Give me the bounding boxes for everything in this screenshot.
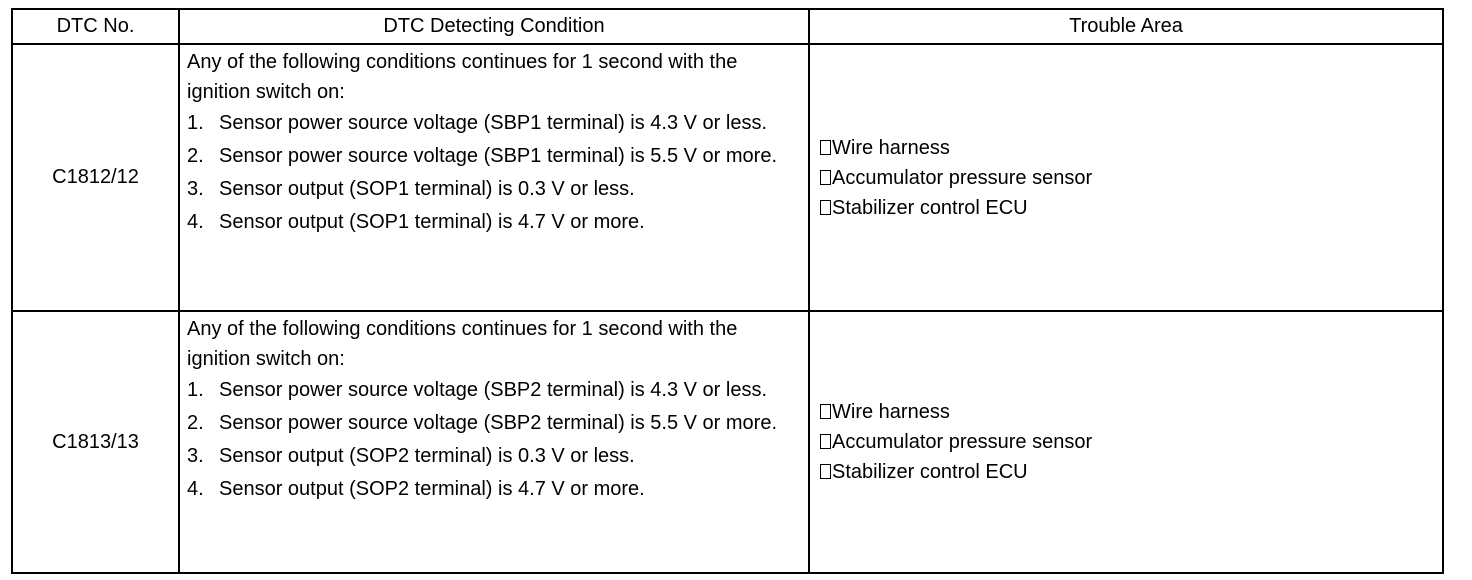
condition-number: 1. <box>187 379 204 401</box>
condition-text: Sensor output (SOP2 terminal) is 0.3 V or less. <box>219 445 635 467</box>
trouble-area-text: Accumulator pressure sensor <box>832 166 1093 189</box>
condition-number: 4. <box>187 211 204 233</box>
trouble-area-item <box>820 397 1442 427</box>
condition-item <box>187 173 800 206</box>
header-trouble-area: Trouble Area <box>809 9 1443 44</box>
dtc-table <box>11 8 1444 574</box>
header-detecting-condition: DTC Detecting Condition <box>179 9 809 44</box>
condition-list <box>187 374 800 506</box>
trouble-area-text: Wire harness <box>832 401 950 423</box>
condition-item <box>187 107 800 140</box>
condition-number: 3. <box>187 178 204 200</box>
trouble-area-text: Accumulator pressure sensor <box>832 431 1093 453</box>
trouble-area-text: Stabilizer control ECU <box>832 461 1028 483</box>
condition-cell <box>179 44 809 311</box>
condition-cell <box>179 311 809 573</box>
trouble-area-list <box>820 133 1442 223</box>
condition-text: Sensor power source voltage (SBP2 terminal) is 5.5 V or more. <box>219 412 778 434</box>
header-dtc-no: DTC No. <box>12 9 179 44</box>
trouble-area-cell <box>809 311 1443 573</box>
condition-text: Sensor output (SOP1 terminal) is 4.7 V or more. <box>219 211 645 233</box>
condition-number: 3. <box>187 445 204 467</box>
dtc-code: C1812/12 <box>12 44 179 311</box>
checkbox-square-icon <box>820 434 831 449</box>
trouble-area-item <box>820 457 1442 487</box>
condition-number: 2. <box>187 412 204 434</box>
trouble-area-item <box>820 163 1442 193</box>
checkbox-square-icon <box>820 464 831 479</box>
table-row <box>12 44 1443 311</box>
condition-text: Sensor output (SOP1 terminal) is 0.3 V or less. <box>219 178 635 200</box>
trouble-area-cell <box>809 44 1443 311</box>
trouble-area-item <box>820 193 1442 223</box>
dtc-code: C1813/13 <box>12 311 179 573</box>
condition-item <box>187 440 800 473</box>
condition-item <box>187 140 800 173</box>
checkbox-square-icon <box>820 140 831 155</box>
trouble-area-list <box>820 397 1442 487</box>
condition-intro: Any of the following conditions continues for 1 second with the ignition switch on: <box>187 51 738 103</box>
condition-text: Sensor output (SOP2 terminal) is 4.7 V or more. <box>219 478 645 500</box>
condition-number: 1. <box>187 112 204 134</box>
condition-number: 4. <box>187 478 204 500</box>
condition-number: 2. <box>187 145 204 167</box>
trouble-area-text: Stabilizer control ECU <box>832 196 1028 219</box>
table-row <box>12 311 1443 573</box>
condition-intro: Any of the following conditions continues for 1 second with the ignition switch on: <box>187 318 738 370</box>
condition-text: Sensor power source voltage (SBP1 terminal) is 5.5 V or more. <box>219 145 778 167</box>
trouble-area-item <box>820 427 1442 457</box>
header-row <box>12 9 1443 44</box>
checkbox-square-icon <box>820 200 831 215</box>
trouble-area-text: Wire harness <box>832 136 950 159</box>
condition-item <box>187 206 800 239</box>
condition-text: Sensor power source voltage (SBP2 terminal) is 4.3 V or less. <box>219 379 768 401</box>
condition-item <box>187 473 800 506</box>
condition-item <box>187 407 800 440</box>
checkbox-square-icon <box>820 170 831 185</box>
trouble-area-item <box>820 133 1442 163</box>
checkbox-square-icon <box>820 404 831 419</box>
condition-list <box>187 107 800 239</box>
condition-text: Sensor power source voltage (SBP1 terminal) is 4.3 V or less. <box>219 112 768 134</box>
condition-item <box>187 374 800 407</box>
